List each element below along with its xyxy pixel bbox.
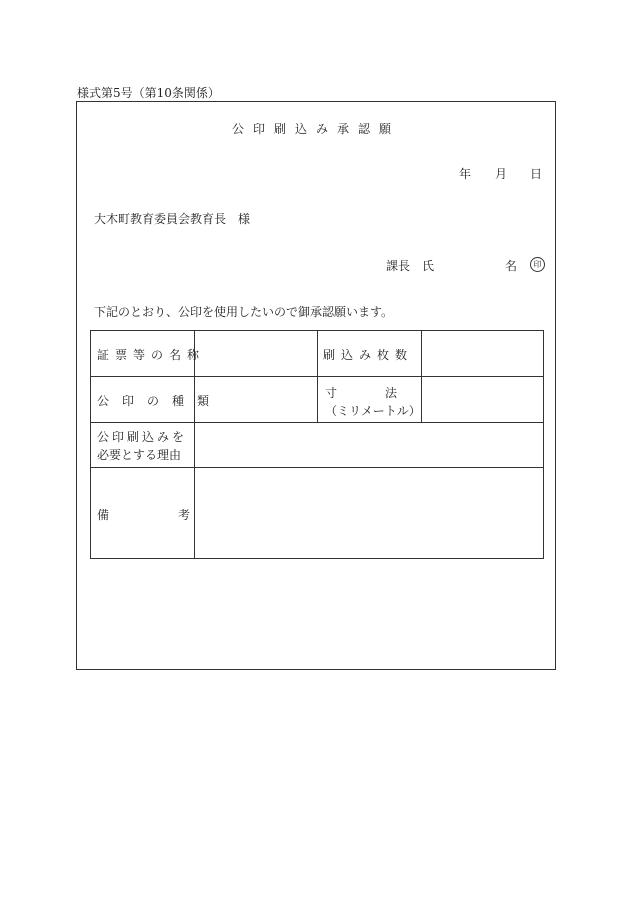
- request-details-table: [90, 330, 544, 559]
- dimension-label: 寸 法: [325, 386, 398, 400]
- applicant-position: 課長: [386, 259, 411, 273]
- table-divider: [91, 467, 543, 468]
- reason-label-line2: 必要とする理由: [97, 448, 182, 462]
- year-label: 年: [459, 167, 472, 181]
- form-title: 公印刷込み承認願: [231, 122, 400, 136]
- table-divider: [317, 331, 318, 422]
- form-number: 様式第5号（第10条関係）: [77, 86, 220, 100]
- remarks-right-label: 考: [178, 508, 191, 522]
- day-label: 日: [530, 167, 543, 181]
- request-text: 下記のとおり、公印を使用したいので御承認願います。: [94, 305, 394, 319]
- table-divider: [91, 422, 543, 423]
- seal-mark: 印: [530, 257, 545, 272]
- surname-label: 氏: [422, 259, 435, 273]
- reason-label-line1: 公印刷込みを: [97, 430, 188, 444]
- table-divider: [421, 331, 422, 422]
- table-divider: [194, 331, 195, 558]
- remarks-left-label: 備: [97, 508, 110, 522]
- application-form: [76, 101, 556, 670]
- print-count-label: 刷込み枚数: [323, 348, 414, 362]
- dimension-unit-label: （ミリメートル）: [325, 404, 421, 418]
- seal-type-label: 公印の種類: [97, 394, 223, 408]
- addressee: 大木町教育委員会教育長 様: [94, 212, 251, 226]
- name-label: 名: [505, 259, 518, 273]
- month-label: 月: [495, 167, 508, 181]
- certificate-name-label: 証票等の名称: [97, 348, 206, 362]
